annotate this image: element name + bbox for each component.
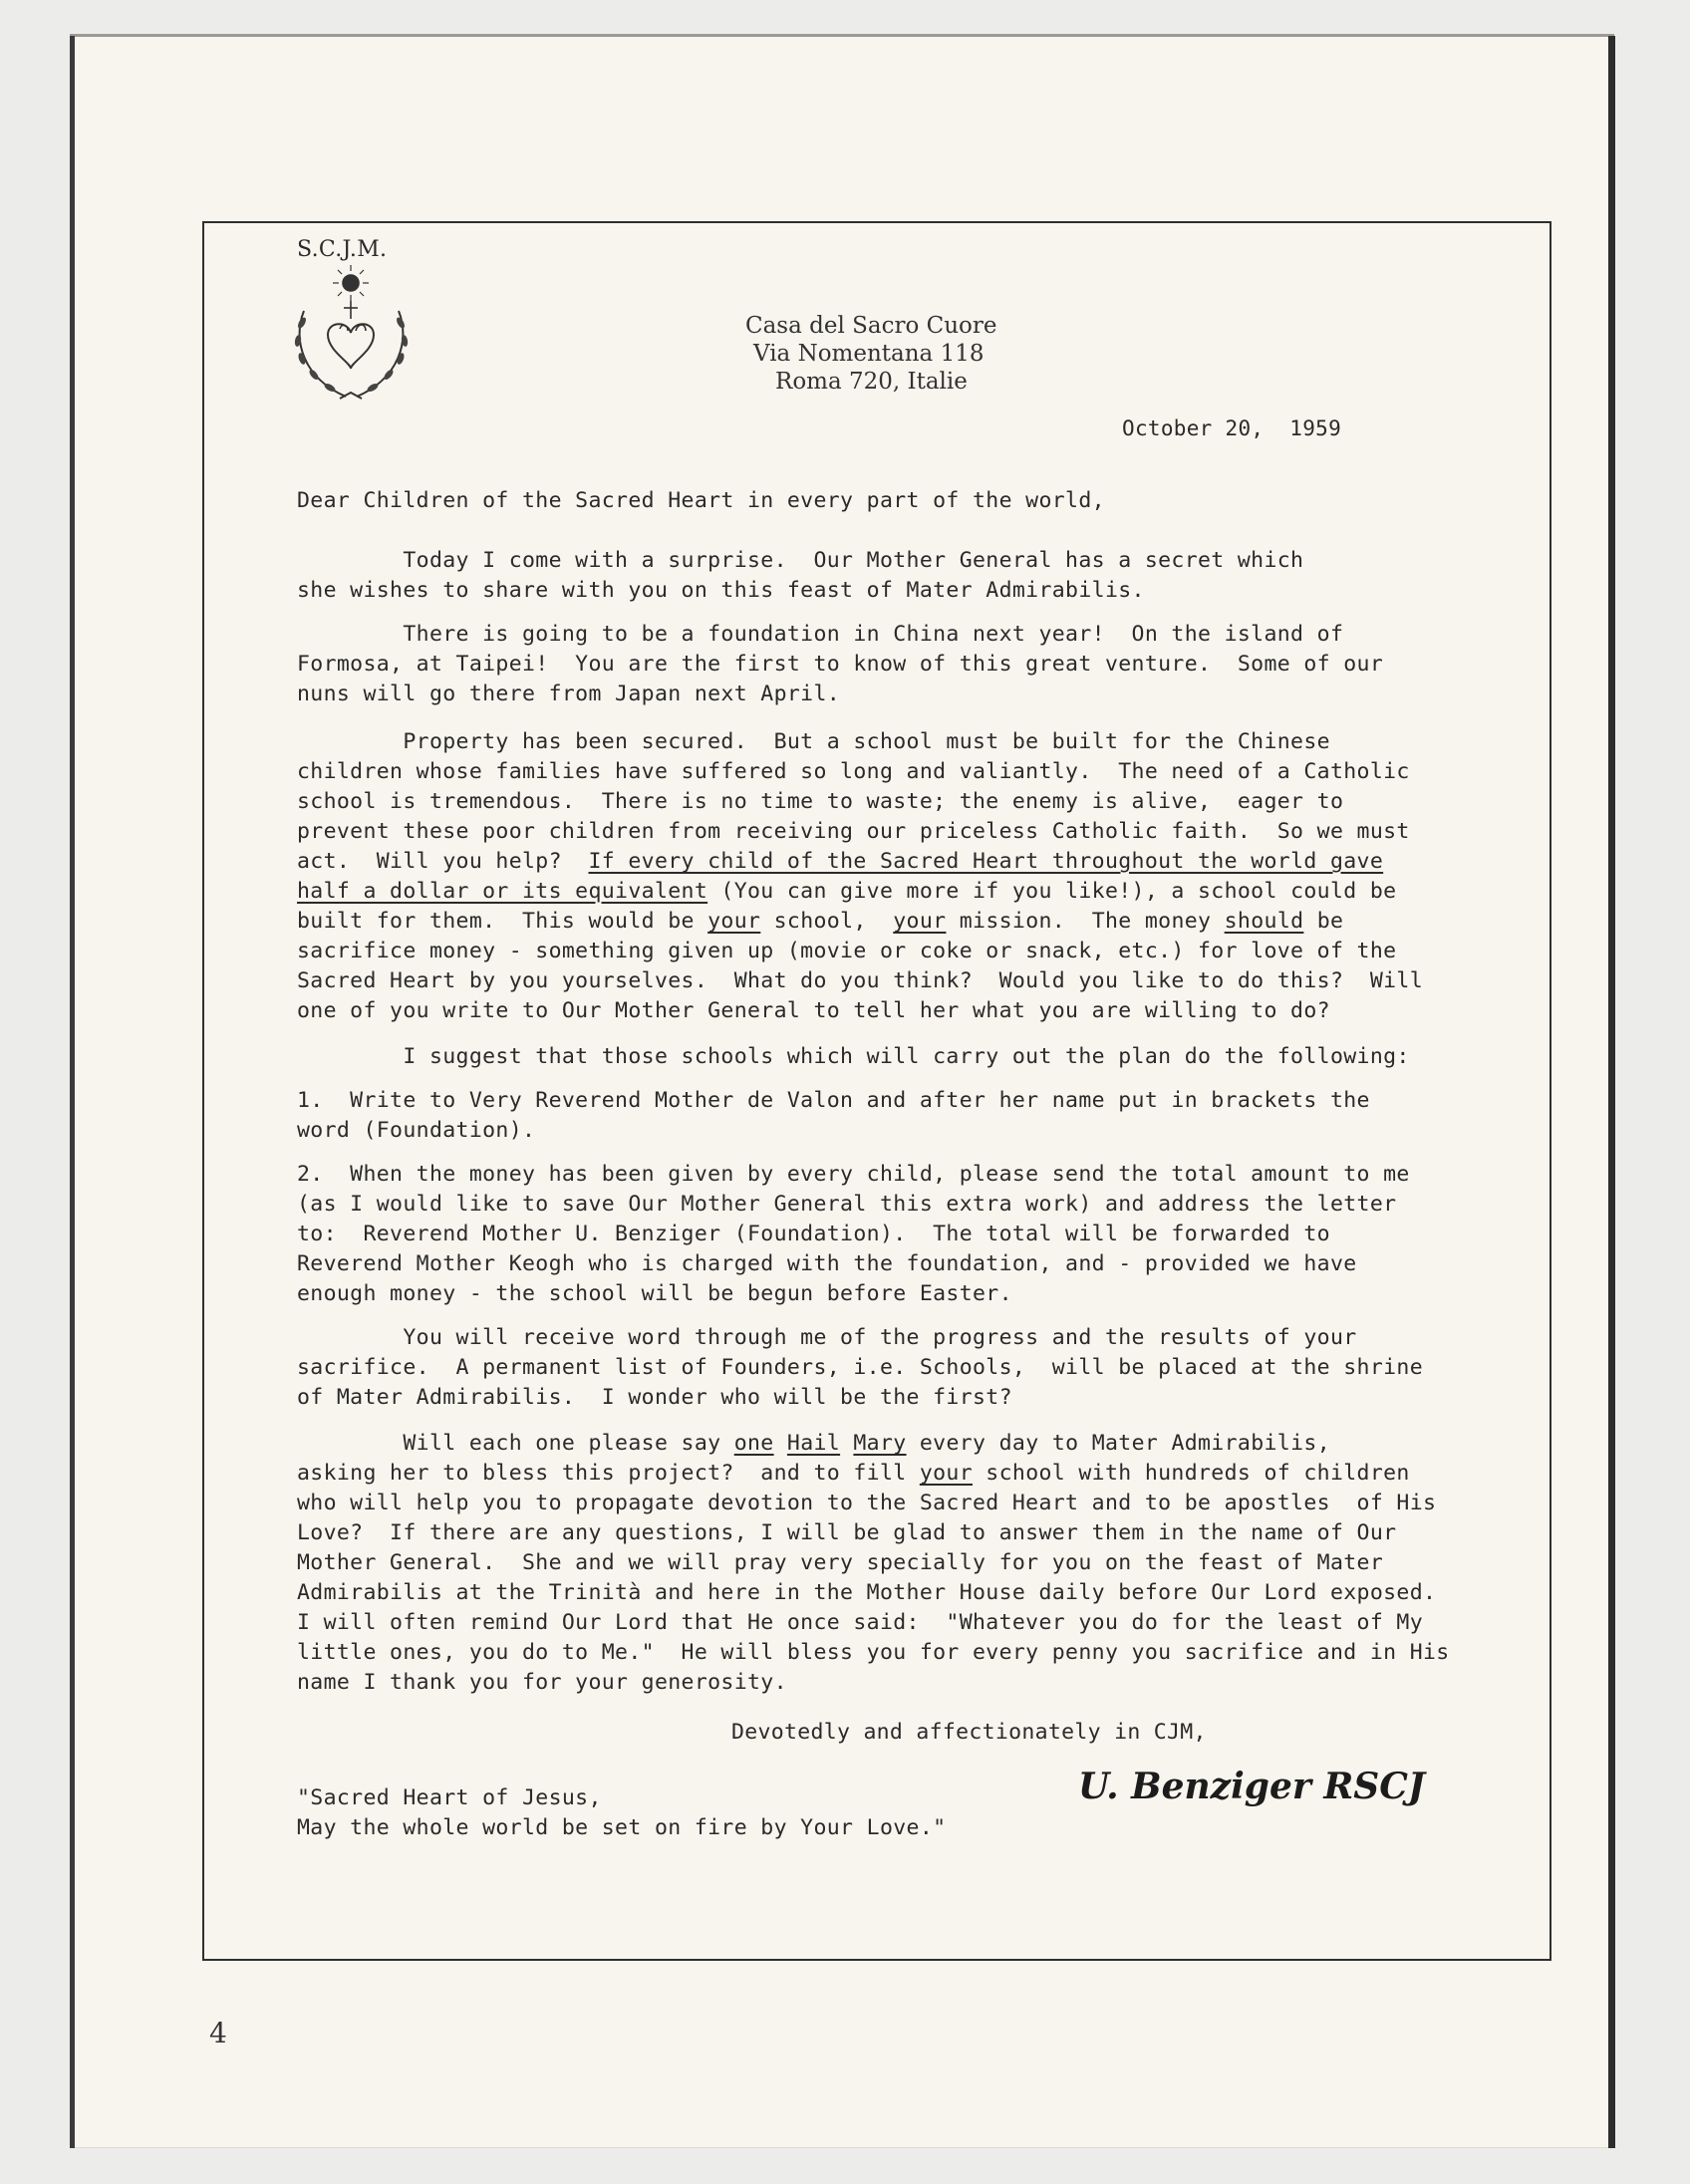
page-left-edge (70, 36, 75, 2148)
p3-line-6-text: (You can give more if you like!), a school could be (707, 879, 1397, 904)
p6-line-3: who will help you to propagate devotion to the Sacred Heart and to be apostles of His (297, 1491, 1437, 1515)
p6-line-4: Love? If there are any questions, I will be glad to answer them in the name of Our (297, 1520, 1397, 1545)
p6-line-1 (297, 1431, 1330, 1456)
underlined-phrase: half a dollar or its equivalent (297, 879, 708, 904)
p3-line-1: Property has been secured. But a school must be built for the Chinese (297, 729, 1330, 754)
p2-line-3: nuns will go there from Japan next April. (297, 682, 841, 706)
item2-line-4: Reverend Mother Keogh who is charged with the foundation, and - provided we have (297, 1251, 1357, 1276)
address-line-1: Casa del Sacro Cuore (745, 313, 997, 339)
underlined-word: should (1224, 909, 1304, 934)
header-mark: S.C.J.M. (297, 237, 388, 262)
p6-line-1-text: Will each one please say (297, 1431, 734, 1456)
page-right-edge (1608, 36, 1615, 2148)
page-top-edge (70, 34, 1614, 37)
item1-line-2: word (Foundation). (297, 1118, 536, 1143)
p3-line-3: school is tremendous. There is no time to waste; the enemy is alive, eager to (297, 789, 1344, 814)
sacred-heart-emblem-icon (284, 261, 419, 409)
item2-line-3: to: Reverend Mother U. Benziger (Foundation). The total will be forwarded to (297, 1222, 1330, 1246)
p3-line-7 (297, 909, 1343, 934)
p3-line-8: sacrifice money - something given up (movie or coke or snack, etc.) for love of the (297, 939, 1397, 963)
p6-line-5: Mother General. She and we will pray very specially for you on the feast of Mater (297, 1550, 1384, 1575)
underlined-word: Mary (853, 1431, 907, 1456)
underlined-word: one (733, 1431, 774, 1456)
p5-line-2: sacrifice. A permanent list of Founders, i.e. Schools, will be placed at the shrine (297, 1355, 1423, 1380)
item1-line-1: 1. Write to Very Reverend Mother de Valon and after her name put in brackets the (297, 1088, 1370, 1113)
p6-line-2-text: asking her to bless this project? and to fill (297, 1461, 920, 1486)
underlined-word: your (919, 1461, 974, 1486)
p6-line-6: Admirabilis at the Trinità and here in the Mother House daily before Our Lord exposed. (297, 1580, 1437, 1605)
item2-line-1: 2. When the money has been given by every child, please send the total amount to me (297, 1162, 1410, 1187)
p3-line-6 (297, 879, 1396, 904)
p4-line-1: I suggest that those schools which will carry out the plan do the following: (297, 1044, 1410, 1069)
page-number: 4 (209, 2017, 227, 2049)
p1-line-2: she wishes to share with you on this feast of Mater Admirabilis. (297, 578, 1145, 603)
p2-line-2: Formosa, at Taipei! You are the first to know of this great venture. Some of our (297, 652, 1384, 677)
motto-line-1: "Sacred Heart of Jesus, (297, 1785, 602, 1810)
p3-line-7-text: be (1303, 909, 1344, 934)
closing: Devotedly and affectionately in CJM, (731, 1720, 1207, 1745)
p3-line-9: Sacred Heart by you yourselves. What do you think? Would you like to do this? Will (297, 968, 1423, 993)
item2-line-5: enough money - the school will be begun before Easter. (297, 1281, 1012, 1306)
motto-line-2: May the whole world be set on fire by Your Love." (297, 1815, 947, 1840)
p3-line-4: prevent these poor children from receiving our priceless Catholic faith. So we must (297, 819, 1410, 844)
item2-line-2: (as I would like to save Our Mother General this extra work) and address the letter (297, 1192, 1397, 1217)
p6-line-1-space (840, 1431, 853, 1456)
underlined-word: your (707, 909, 761, 934)
p6-line-8: little ones, you do to Me." He will bless you for every penny you sacrifice and in His (297, 1640, 1450, 1665)
p1-line-1: Today I come with a surprise. Our Mother General has a secret which (297, 548, 1304, 573)
address-line-2: Via Nomentana 118 (753, 341, 985, 367)
p5-line-1: You will receive word through me of the progress and the results of your (297, 1325, 1357, 1350)
p6-line-1-space (774, 1431, 787, 1456)
handwritten-signature: U. Benziger RSCJ (1078, 1766, 1425, 1807)
p3-line-7-text: mission. The money (946, 909, 1225, 934)
underlined-word: Hail (786, 1431, 841, 1456)
p2-line-1: There is going to be a foundation in China next year! On the island of (297, 622, 1344, 647)
p3-line-7-text: school, (760, 909, 894, 934)
letter-date: October 20, 1959 (1122, 416, 1342, 440)
p3-line-5 (297, 849, 1383, 874)
p6-line-7: I will often remind Our Lord that He once said: "Whatever you do for the least of My (297, 1610, 1423, 1635)
p5-line-3: of Mater Admirabilis. I wonder who will be the first? (297, 1385, 1012, 1410)
p3-line-5-text: act. Will you help? (297, 849, 589, 874)
p6-line-2-text: school with hundreds of children (973, 1461, 1410, 1486)
underlined-phrase: If every child of the Sacred Heart throughout the world gave (588, 849, 1384, 874)
p6-line-2 (297, 1461, 1410, 1486)
address-line-3: Roma 720, Italie (775, 369, 968, 395)
p3-line-7-text: built for them. This would be (297, 909, 708, 934)
salutation: Dear Children of the Sacred Heart in every part of the world, (297, 488, 1105, 513)
underlined-word: your (893, 909, 947, 934)
p6-line-1-text: every day to Mater Admirabilis, (906, 1431, 1330, 1456)
p3-line-2: children whose families have suffered so long and valiantly. The need of a Catholic (297, 759, 1410, 784)
p3-line-10: one of you write to Our Mother General to tell her what you are willing to do? (297, 998, 1330, 1023)
p6-line-9: name I thank you for your generosity. (297, 1670, 787, 1695)
